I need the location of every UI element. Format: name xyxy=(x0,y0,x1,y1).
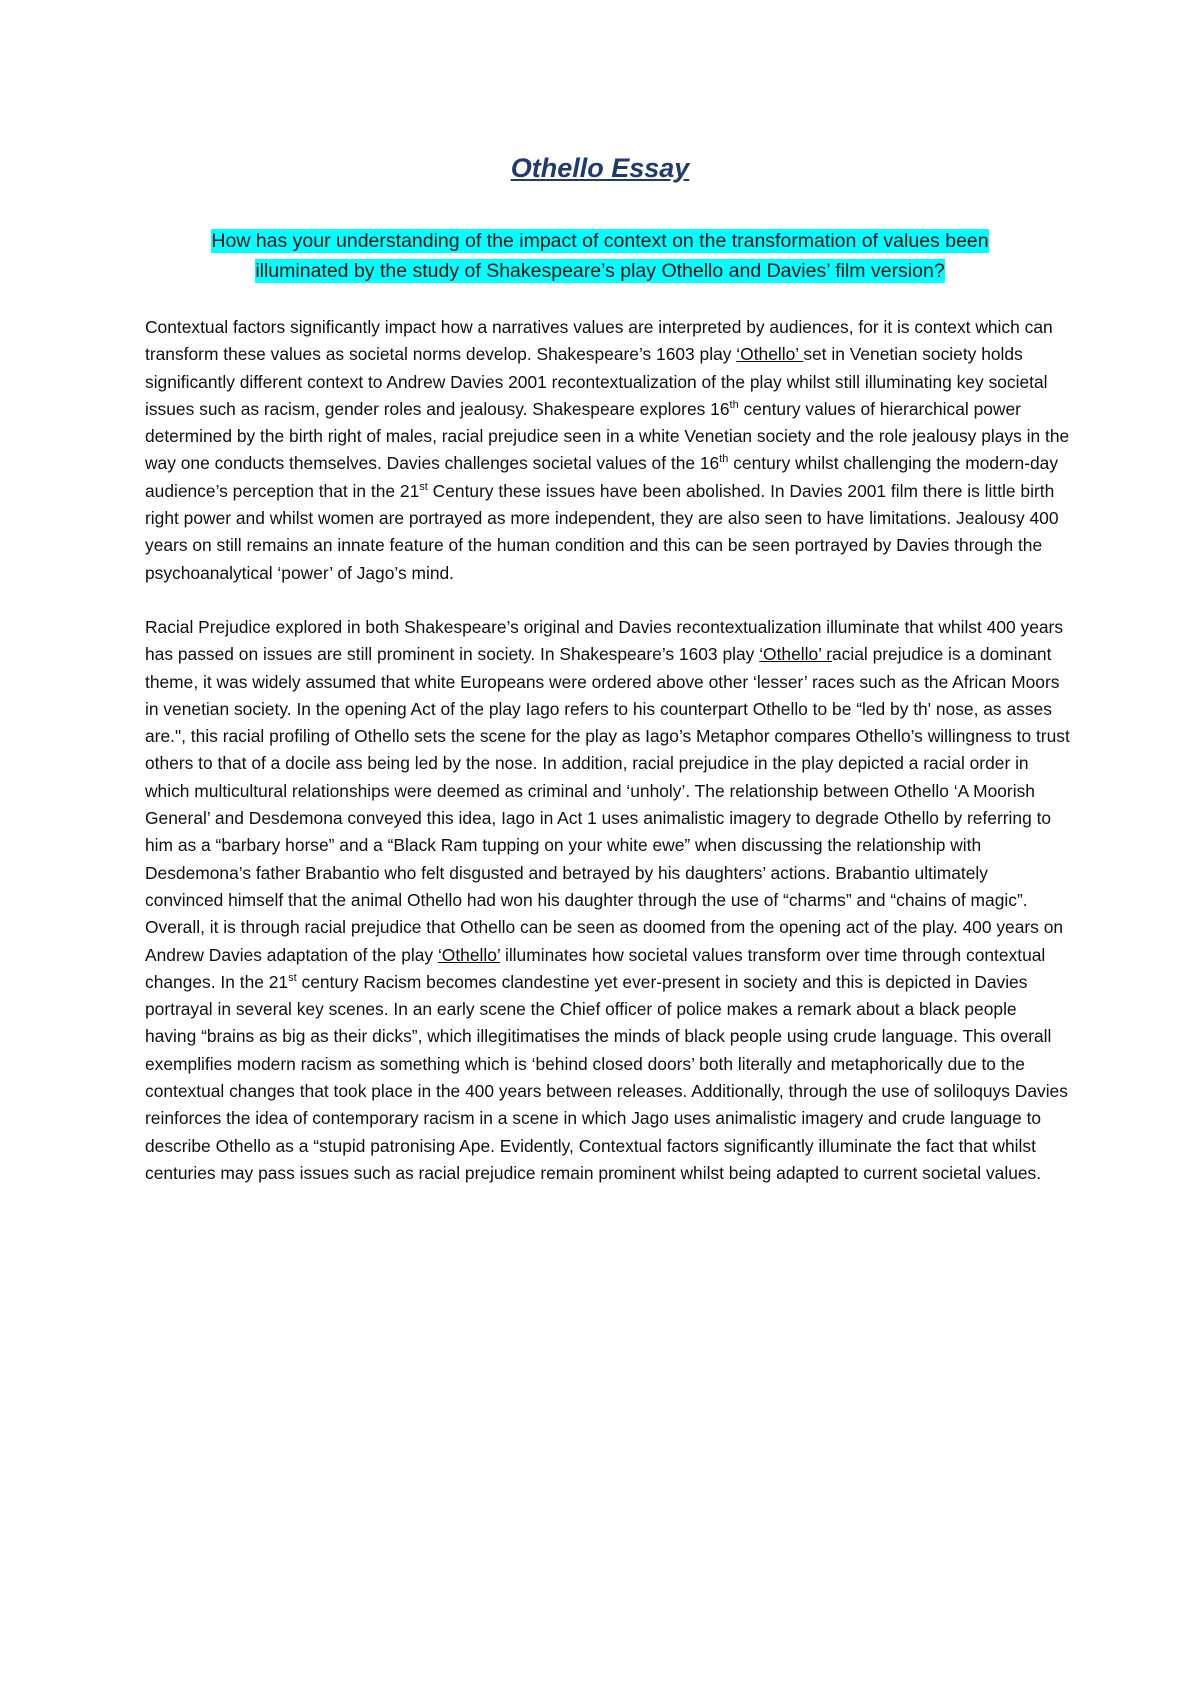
paragraph-text: set in Venetian society holds significantly different context to Andrew Davies 2001 recontextualization of the play whilst still illuminating key societal issues such as racism, gender roles and jealousy. Shakespeare explores 16 xyxy=(145,344,1048,419)
play-title-reference: ‘Othello’ xyxy=(437,944,501,965)
paragraph-text: Century these issues have been abolished. In Davies 2001 film there is little birth right power and whilst women are portrayed as more independent, they are also seen to have limitations. Jealousy 400 years on still remains an innate feature of the human condition and this can be seen portrayed by Davies through the psychoanalytical ‘power’ of Jago’s mind. xyxy=(145,480,1059,583)
paragraph-text: century Racism becomes clandestine yet ever-present in society and this is depicted in Davies portrayal in several key scenes. In an early scene the Chief officer of police makes a remark about a black people having “brains as big as their dicks”, which illegitimatises the minds of black people using crude language. This overall exemplifies modern racism as something which is ‘behind closed doors’ both literally and metaphorically due to the contextual changes that took place in the 400 years between releases. Additionally, through the use of soliloquys Davies reinforces the idea of contemporary racism in a scene in which Jago uses animalistic imagery and crude language to describe Othello as a “stupid patronising Ape. Evidently, Contextual factors significantly illuminate the fact that whilst centuries may pass issues such as racial prejudice remain prominent whilst being adapted to current societal values. xyxy=(145,971,1068,1183)
ordinal-suffix: th xyxy=(719,453,729,466)
paragraph-text: Contextual factors significantly impact how a narratives values are interpreted by audiences, for it is context which can transform these values as societal norms develop. Shakespeare’s 1603 play xyxy=(145,317,1053,365)
essay-title: Othello Essay xyxy=(510,153,690,183)
essay-body xyxy=(145,314,1070,1187)
ordinal-suffix: st xyxy=(288,972,297,985)
paragraph-text: acial prejudice is a dominant theme, it was widely assumed that white Europeans were ordered above other ‘lesser’ races such as the African Moors in venetian society. In the opening Act of the play Iago refers to his counterpart Othello to be “led by th' nose, as asses are.", this racial profiling of Othello sets the scene for the play as Iago’s Metaphor compares Othello’s willingness to trust others to that of a docile ass being led by the nose. In addition, racial prejudice in the play depicted a racial order in which multicultural relationships were deemed as criminal and ‘unholy’. The relationship between Othello ‘A Moorish General’ and Desdemona conveyed this idea, Iago in Act 1 uses animalistic imagery to degrade Othello by referring to him as a “barbary horse” and a “Black Ram tupping on your white ewe” when discussing the relationship with Desdemona’s father Brabantio who felt disgusted and betrayed by his daughters’ actions. Brabantio ultimately convinced himself that the animal Othello had won his daughter through the use of “charms” and “chains of magic”. Overall, it is through racial prejudice that Othello can be seen as doomed from the opening act of the play. 400 years on Andrew Davies adaptation of the play xyxy=(145,644,1070,965)
ordinal-suffix: th xyxy=(729,399,739,412)
essay-question-line-1: How has your understanding of the impact of context on the transformation of values been xyxy=(211,230,989,252)
essay-question xyxy=(140,226,1060,286)
paragraph-text: century whilst challenging the modern-day audience’s perception that in the 21 xyxy=(145,453,1059,501)
paragraph-text: century values of hierarchical power determined by the birth right of males, racial prejudice seen in a white Venetian society and the role jealousy plays in the way one conducts themselves. Davies challenges societal values of the 16 xyxy=(145,398,1070,474)
paragraph-text: illuminates how societal values transform over time through contextual changes. In the 21 xyxy=(145,944,1046,992)
play-title-reference: ‘Othello’ r xyxy=(759,644,832,665)
ordinal-suffix: st xyxy=(419,480,428,493)
essay-question-line-2: illuminated by the study of Shakespeare’s play Othello and Davies’ film version? xyxy=(255,260,945,282)
play-title-reference: ‘Othello’ xyxy=(736,344,804,365)
paragraph-text: Racial Prejudice explored in both Shakespeare’s original and Davies recontextualization illuminate that whilst 400 years has passed on issues are still prominent in society. In Shakespeare’s 1603 play xyxy=(145,616,1064,665)
paragraph-racial-prejudice xyxy=(145,614,1070,1187)
paragraph-introduction xyxy=(145,314,1070,587)
